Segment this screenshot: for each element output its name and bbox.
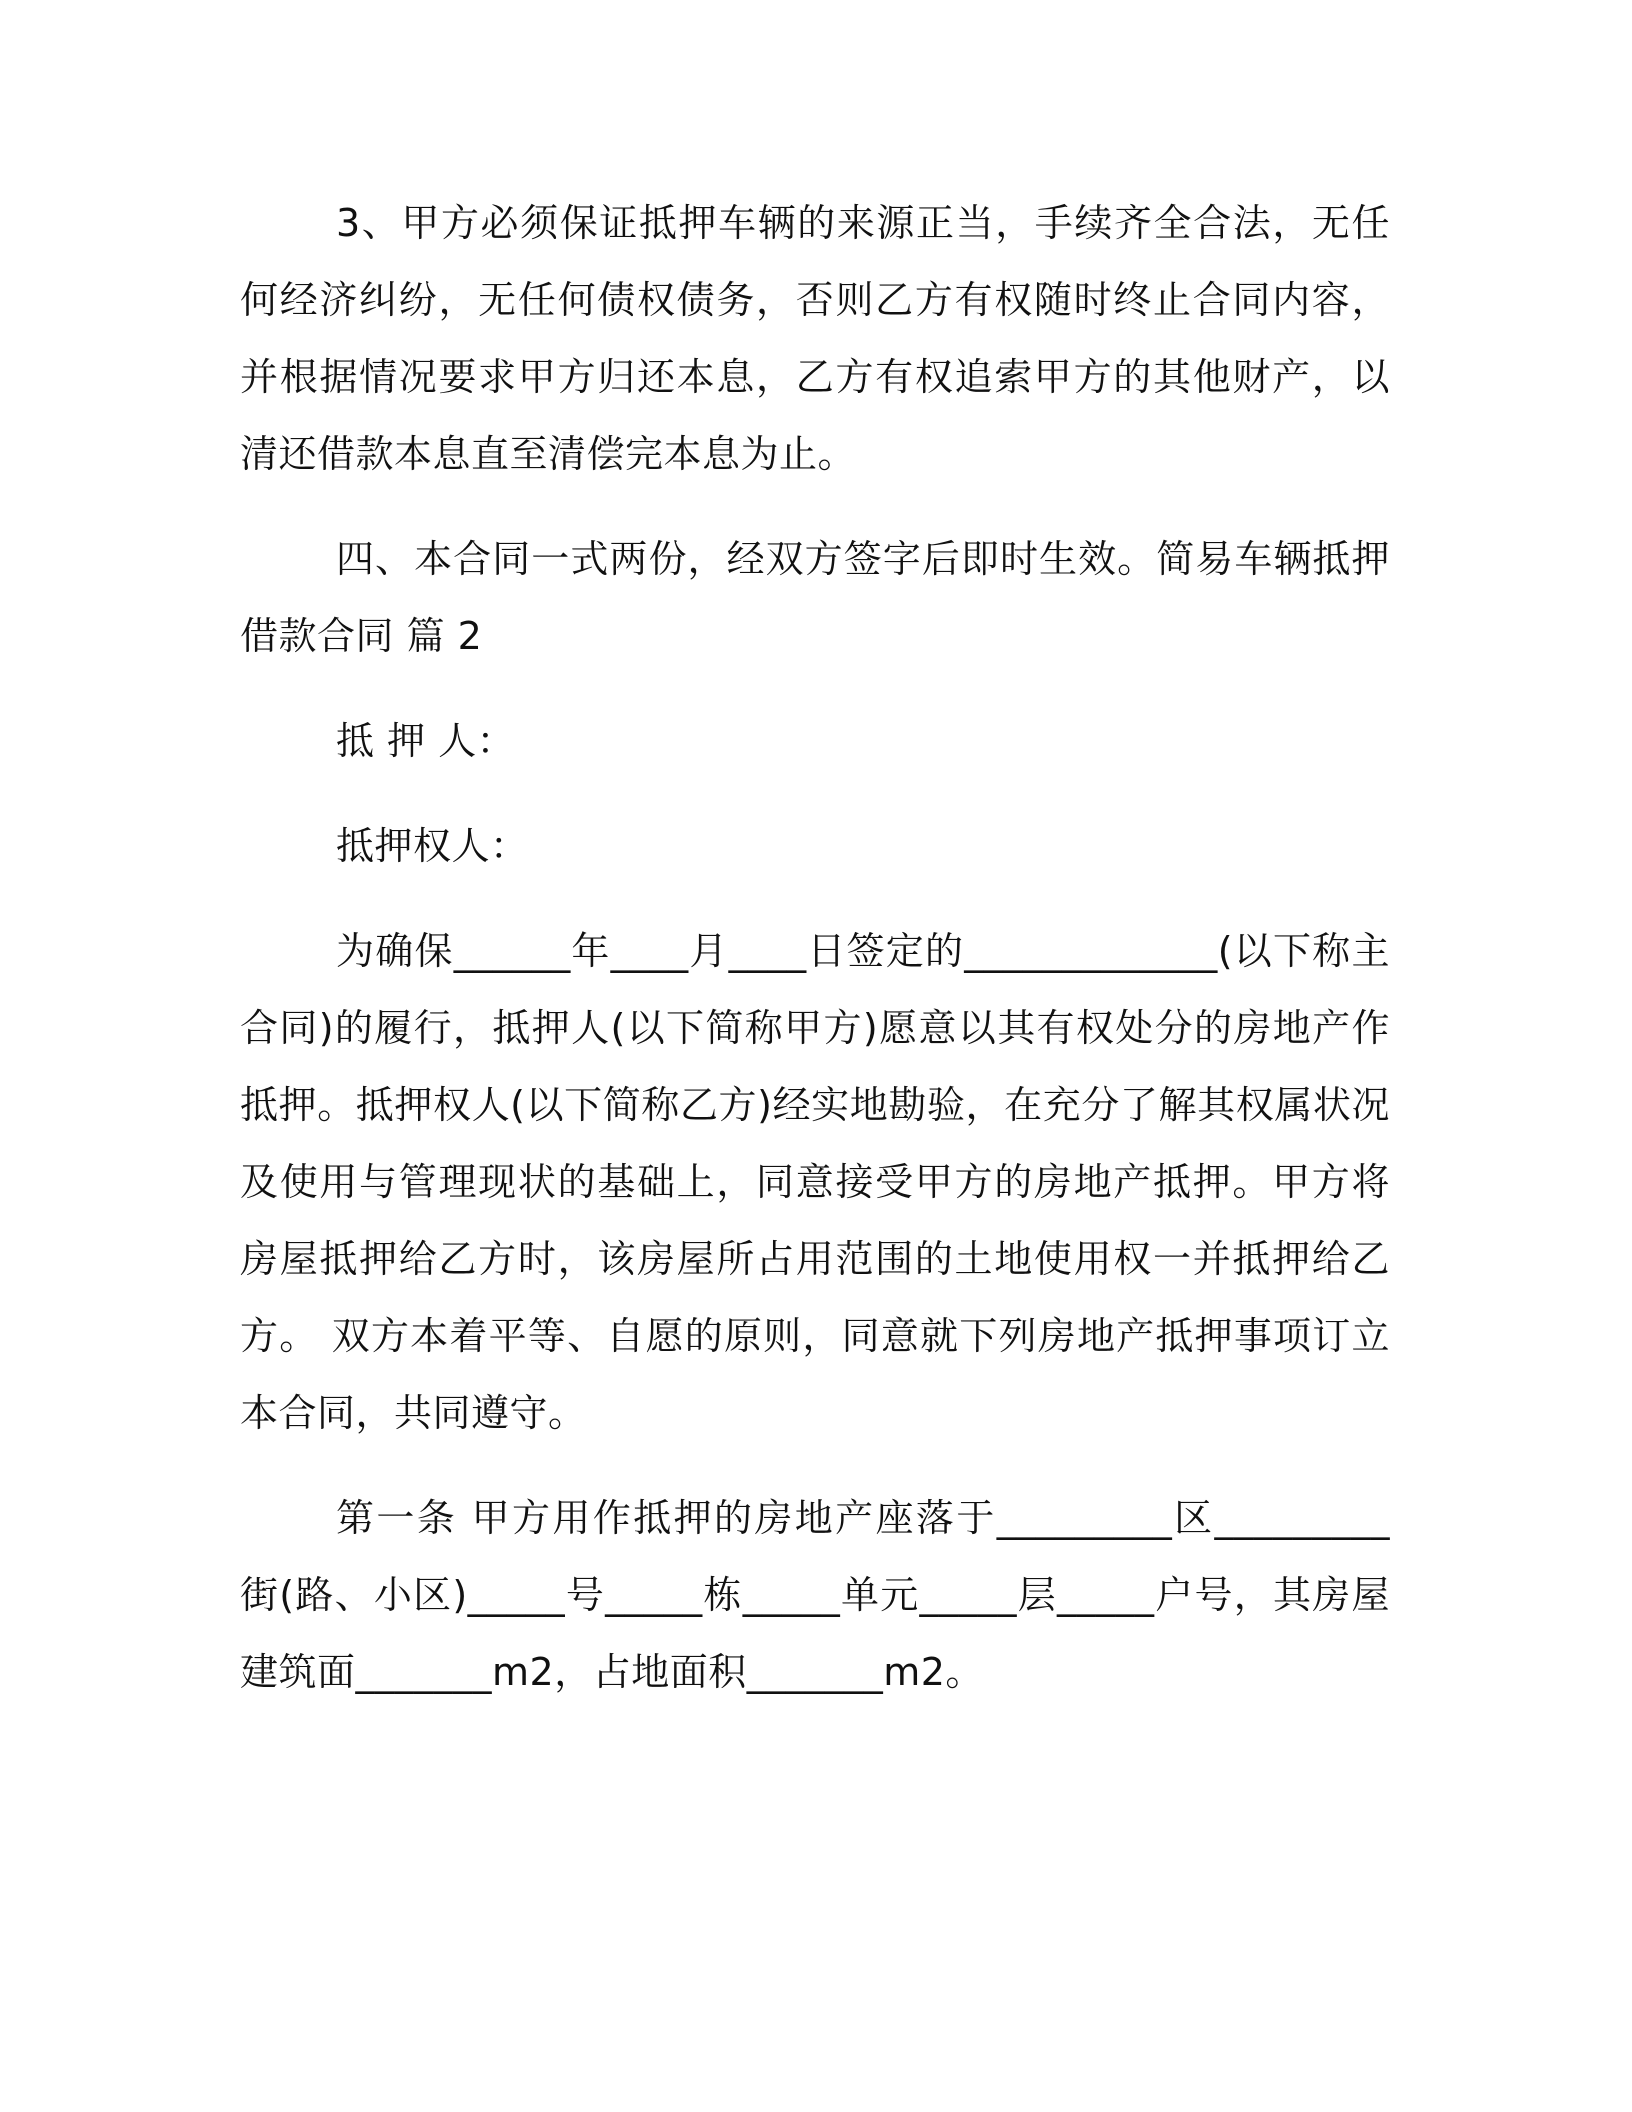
paragraph-clause-3: 3、甲方必须保证抵押车辆的来源正当，手续齐全合法，无任何经济纠纷，无任何债权债务，否则乙方有权随时终止合同内容，并根据情况要求甲方归还本息，乙方有权追索甲方的其他财产，以清还借款本息直至清偿完本息为止。 [240, 201, 1390, 476]
paragraph-article-1: 第一条 甲方用作抵押的房地产座落于_________区_________街(路、小区)_____号_____栋_____单元_____层_____户号，其房屋建筑面_______m2，占地面积_______m2。 [240, 1496, 1390, 1694]
paragraph-mortgagee: 抵押权人： [336, 824, 529, 868]
document-body [240, 185, 1390, 1739]
paragraph-section-4: 四、本合同一式两份，经双方签字后即时生效。简易车辆抵押借款合同 篇 2 [240, 537, 1390, 658]
paragraph-mortgagor: 抵 押 人： [336, 719, 516, 763]
paragraph-preamble: 为确保______年____月____日签定的_____________(以下称主合同)的履行，抵押人(以下简称甲方)愿意以其有权处分的房地产作抵押。抵押权人(以下简称乙方)经实地勘验，在充分了解其权属状况及使用与管理现状的基础上，同意接受甲方的房地产抵押。甲方将房屋抵押给乙方时，该房屋所占用范围的土地使用权一并抵押给乙方。 双方本着平等、自愿的原则，同意就下列房地产抵押事项订立本合同，共同遵守。 [240, 929, 1390, 1435]
